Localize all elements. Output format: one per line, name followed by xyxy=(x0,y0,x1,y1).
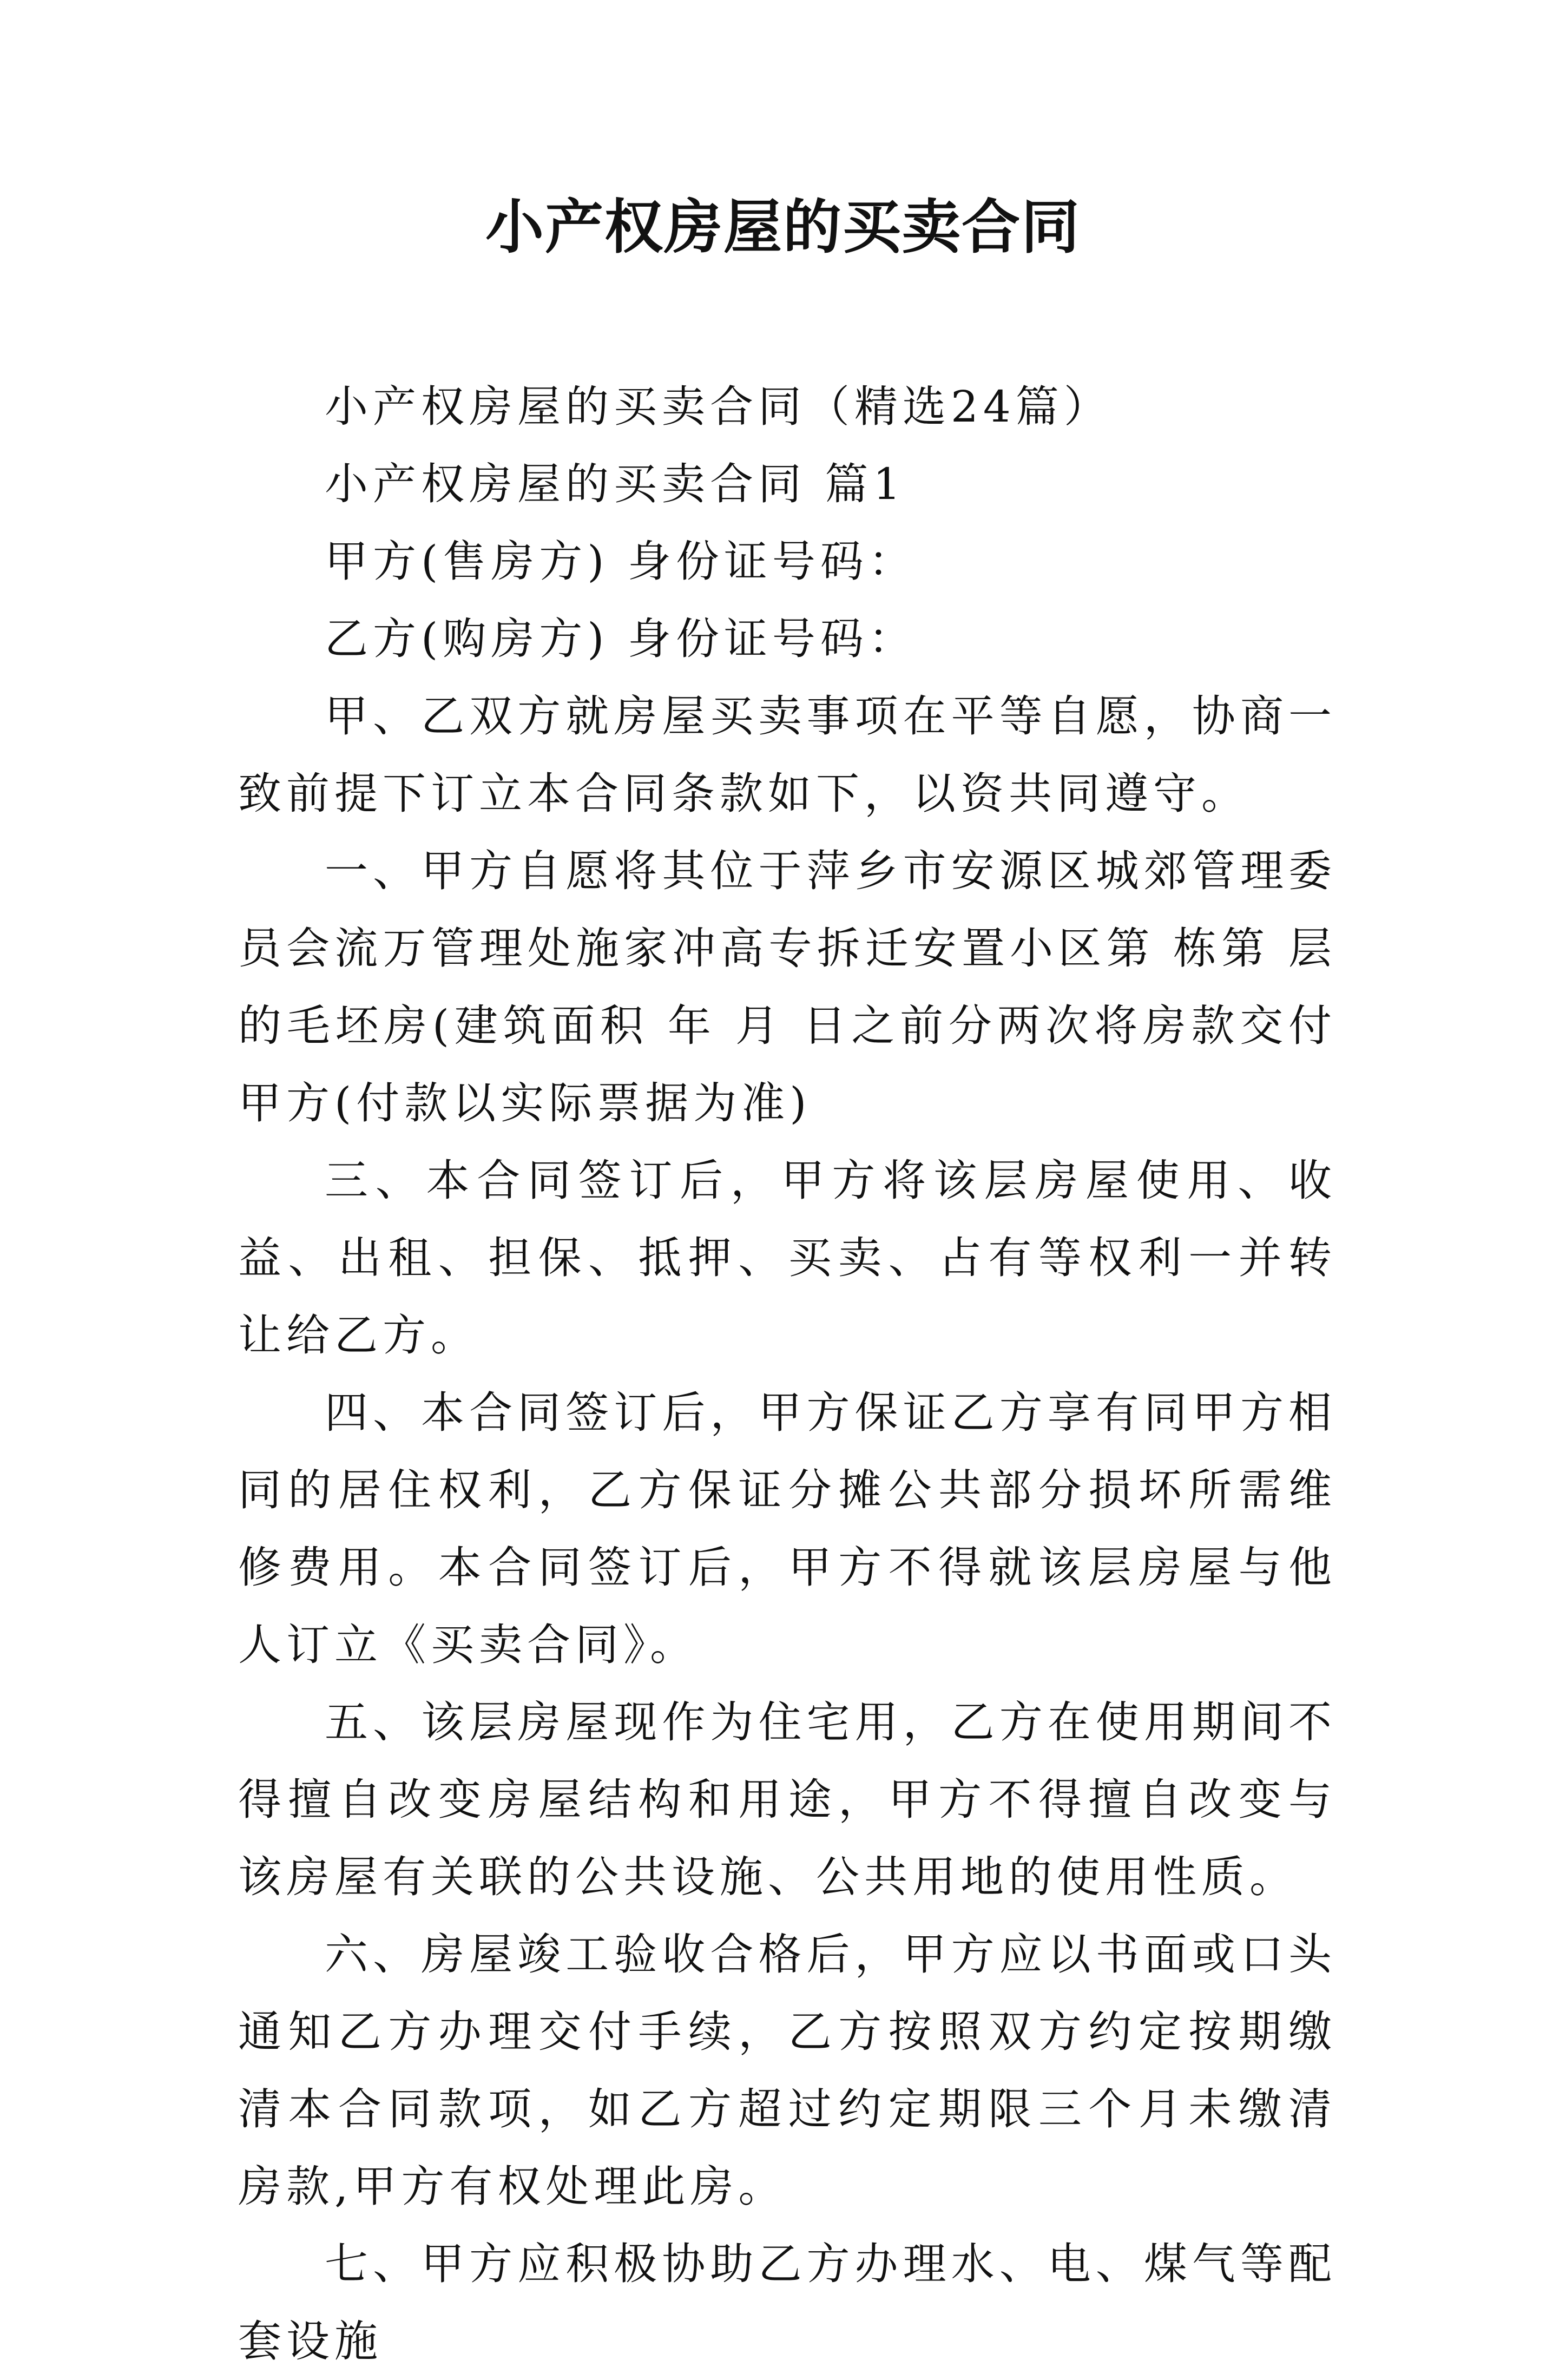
document-body xyxy=(238,368,1337,2380)
clause-3: 三、本合同签订后，甲方将该层房屋使用、收益、出租、担保、抵押、买卖、占有等权利一并转让给乙方。 xyxy=(238,1155,1337,1360)
party-a-line: 甲方(售房方) 身份证号码： xyxy=(325,536,917,587)
clause-1: 一、甲方自愿将其位于萍乡市安源区城郊管理委员会流万管理处施家冲高专拆迁安置小区第 栋第 层的毛坯房(建筑面积 年 月 日之前分两次将房款交付甲方(付款以实际票据为准) xyxy=(238,846,1337,1128)
clause-6: 六、房屋竣工验收合格后，甲方应以书面或口头通知乙方办理交付手续，乙方按照双方约定按期缴清本合同款项，如乙方超过约定期限三个月未缴清房款,甲方有权处理此房。 xyxy=(238,1929,1337,2212)
clause-4: 四、本合同签订后，甲方保证乙方享有同甲方相同的居住权利，乙方保证分摊公共部分损坏所需维修费用。本合同签订后，甲方不得就该层房屋与他人订立《买卖合同》。 xyxy=(238,1388,1337,1670)
section-heading: 小产权房屋的买卖合同 篇1 xyxy=(325,459,906,509)
clause-7: 七、甲方应积极协助乙方办理水、电、煤气等配套设施 xyxy=(238,2239,1337,2366)
preamble-paragraph: 甲、乙双方就房屋买卖事项在平等自愿，协商一致前提下订立本合同条款如下，以资共同遵守。 xyxy=(238,691,1337,819)
subtitle-line: 小产权房屋的买卖合同（精选24篇） xyxy=(325,382,1112,432)
document-title: 小产权房屋的买卖合同 xyxy=(485,193,1081,261)
clause-5: 五、该层房屋现作为住宅用，乙方在使用期间不得擅自改变房屋结构和用途，甲方不得擅自改变与该房屋有关联的公共设施、公共用地的使用性质。 xyxy=(238,1697,1337,1902)
party-b-line: 乙方(购房方) 身份证号码： xyxy=(325,614,917,664)
